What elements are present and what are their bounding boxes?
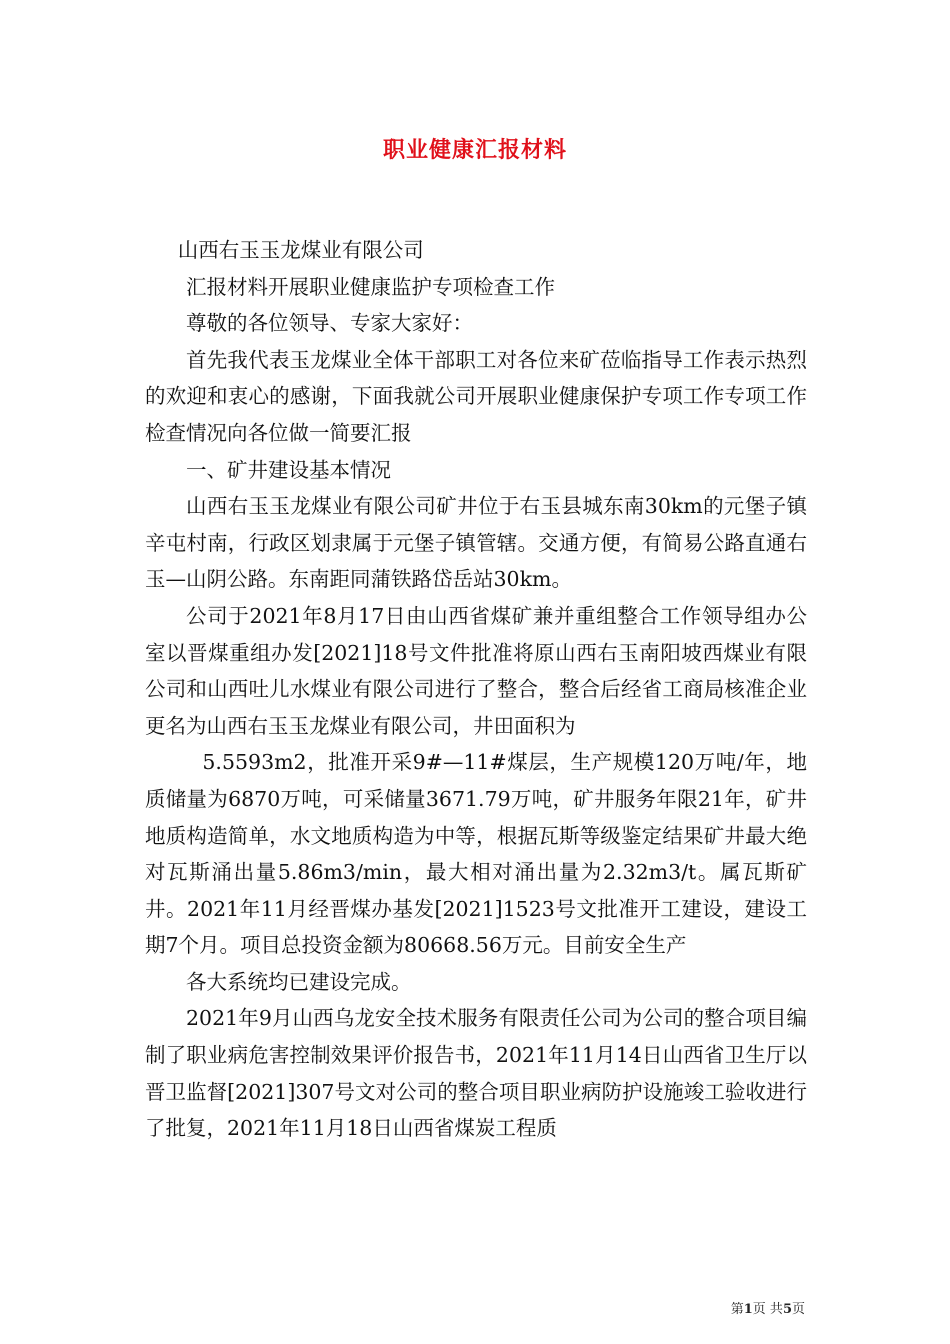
section-heading: 一、矿井建设基本情况: [186, 457, 391, 482]
page-current: 1: [743, 1302, 753, 1317]
page-mid: 页 共: [752, 1302, 783, 1317]
body-paragraph: 2021年9月山西乌龙安全技术服务有限责任公司为公司的整合项目编制了职业病危害控制效果评价报告书，2021年11月14日山西省卫生厅以晋卫监督[2021]307号文对公司的整合项目职业病防护设施竣工验收进行了批复，2021年11月18日山西省煤炭工程质: [145, 1006, 807, 1141]
report-subject: 汇报材料开展职业健康监护专项检查工作: [186, 274, 555, 299]
body-paragraph: 各大系统均已建设完成。: [186, 969, 412, 994]
page-number: [731, 1298, 805, 1317]
salutation: 尊敬的各位领导、专家大家好：: [186, 311, 473, 336]
document-body: [145, 232, 807, 1147]
intro-paragraph: 首先我代表玉龙煤业全体干部职工对各位来矿莅临指导工作表示热烈的欢迎和衷心的感谢，下面我就公司开展职业健康保护专项工作专项工作检查情况向各位做一简要汇报: [145, 347, 807, 445]
company-name: 山西右玉玉龙煤业有限公司: [177, 238, 424, 262]
page-prefix: 第: [730, 1302, 744, 1317]
body-paragraph: 公司于2021年8月17日由山西省煤矿兼并重组整合工作领导组办公室以晋煤重组办发[2021]18号文件批准将原山西右玉南阳坡西煤业有限公司和山西吐儿水煤业有限公司进行了整合，整合后经省工商局核准企业更名为山西右玉玉龙煤业有限公司，井田面积为: [145, 603, 807, 738]
body-paragraph: 5.5593m2，批准开采9#—11#煤层，生产规模120万吨/年，地质储量为6870万吨，可采储量3671.79万吨，矿井服务年限21年，矿井地质构造简单，水文地质构造为中等，根据瓦斯等级鉴定结果矿井最大绝对瓦斯涌出量5.86m3/min，最大相对涌出量为2.32m3/t。属瓦斯矿井。2021年11月经晋煤办基发[2021]1523号文批准开工建设，建设工期7个月。项目总投资金额为80668.56万元。目前安全生产: [145, 750, 807, 958]
document-title: 职业健康汇报材料: [382, 137, 567, 163]
body-paragraph: 山西右玉玉龙煤业有限公司矿井位于右玉县城东南30km的元堡子镇辛屯村南，行政区划隶属于元堡子镇管辖。交通方便，有简易公路直通右玉—山阴公路。东南距同蒲铁路岱岳站30km。: [145, 494, 807, 592]
page-total: 5: [782, 1302, 792, 1317]
page-suffix: 页: [791, 1302, 805, 1317]
